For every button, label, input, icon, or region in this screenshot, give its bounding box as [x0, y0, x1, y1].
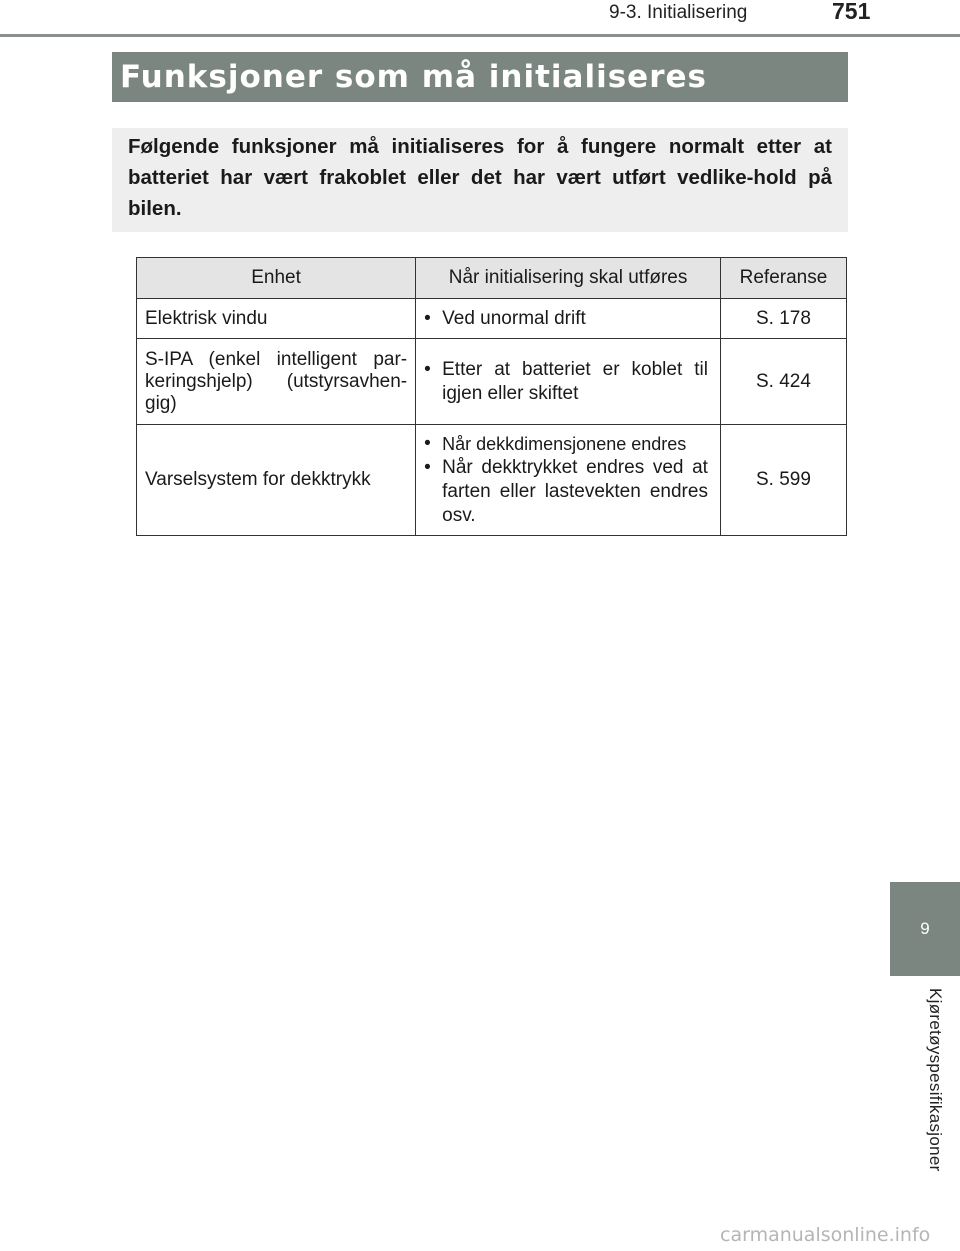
- chapter-label: Kjøretøyspesifikasjoner: [926, 988, 945, 1172]
- cell-unit: Elektrisk vindu: [137, 299, 416, 339]
- cell-reference: S. 178: [720, 299, 846, 339]
- cell-reference: S. 599: [720, 425, 846, 536]
- cell-unit: S-IPA (enkel intelligent par-keringshjelp) (utstyrsavhen-gig): [137, 339, 416, 425]
- section-title: 9-3. Initialisering: [609, 2, 748, 23]
- intro-paragraph: Følgende funksjoner må initialiseres for å fungere normalt etter at batteriet har vært frakoblet eller det har vært utført vedlike-hold på bilen.: [112, 128, 848, 232]
- cell-unit: Varselsystem for dekktrykk: [137, 425, 416, 536]
- column-header-when: Når initialisering skal utføres: [416, 258, 721, 299]
- page-number: 751: [832, 0, 871, 24]
- list-item-text: Etter at batteriet er koblet til igjen eller skiftet: [442, 358, 708, 404]
- bullet: •: [424, 433, 431, 454]
- bullet: •: [424, 457, 431, 478]
- list-item-text: Når dekktrykket endres ved at farten eller lastevekten endres osv.: [442, 457, 708, 526]
- list-item: [424, 358, 708, 406]
- cell-when: [416, 299, 721, 339]
- bullet: •: [424, 358, 431, 380]
- chapter-tab: 9: [890, 882, 960, 976]
- cell-reference: S. 424: [720, 339, 846, 425]
- bullet: •: [424, 307, 431, 329]
- list-item-text: Når dekkdimensjonene endres: [442, 434, 687, 454]
- table-row: [137, 299, 847, 339]
- list-item: [424, 432, 708, 456]
- list-item: [424, 307, 708, 331]
- table-row: [137, 425, 847, 536]
- header-divider: [0, 34, 960, 37]
- column-header-unit: Enhet: [137, 258, 416, 299]
- list-item: [424, 456, 708, 528]
- watermark: carmanualsonline.info: [720, 1224, 931, 1246]
- table-row: [137, 339, 847, 425]
- cell-when: [416, 339, 721, 425]
- list-item-text: Ved unormal drift: [442, 307, 586, 329]
- page-title: Funksjoner som må initialiseres: [112, 52, 848, 102]
- cell-when: [416, 425, 721, 536]
- column-header-reference: Referanse: [720, 258, 846, 299]
- table-header-row: [137, 258, 847, 299]
- initialization-table: [136, 257, 847, 536]
